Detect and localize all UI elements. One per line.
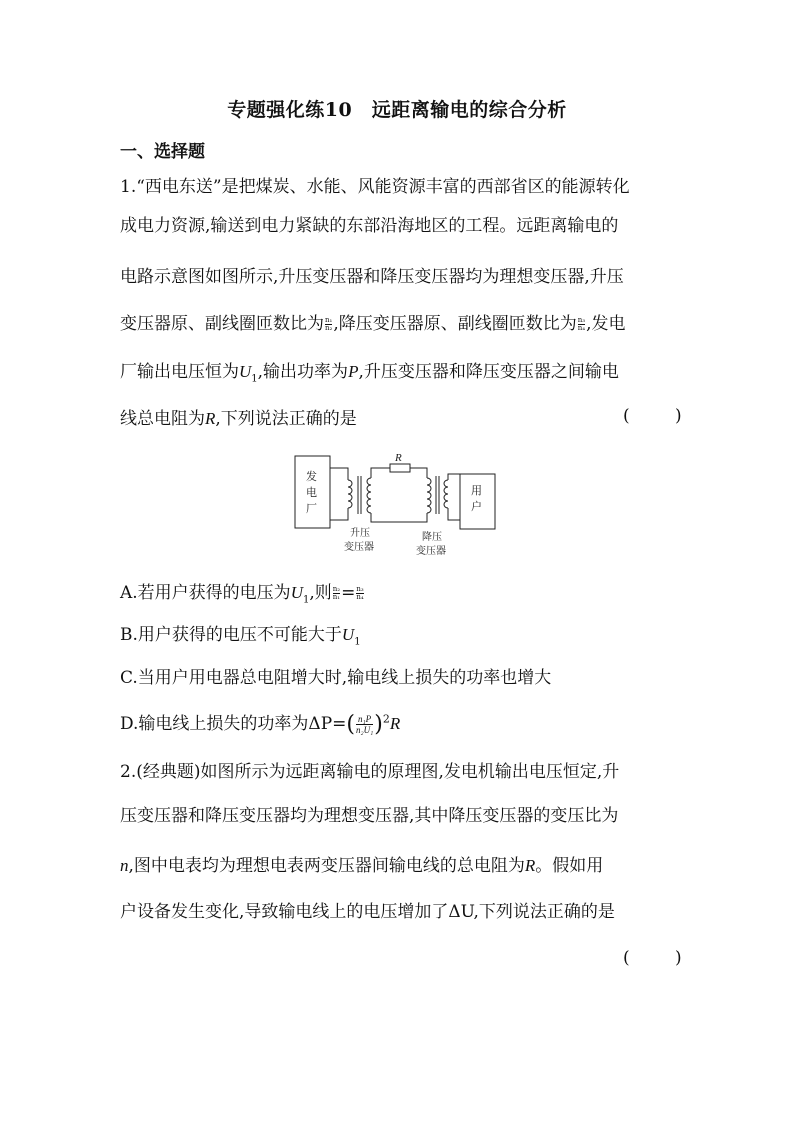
q1-line-3: 电路示意图如图所示,升压变压器和降压变压器均为理想变压器,升压 [120, 267, 624, 287]
section-heading: 一、选择题 [120, 142, 205, 162]
q1-line-5: 厂输出电压恒为$U_1$,输出功率为P,升压变压器和降压变压器之间输电 [120, 362, 619, 385]
ratio-n3-n4: $\frac{\text{n₃}}{\text{n₄}}$ [577, 316, 586, 332]
ratio-n1-n2: $\frac{\text{n₁}}{\text{n₂}}$ [325, 316, 333, 332]
resistor-R [390, 464, 410, 472]
user-label-2: 户 [471, 500, 482, 513]
step-down-label-2: 变压器 [416, 546, 446, 557]
q2-line-4: 户设备发生变化,导致输电线上的电压增加了ΔU,下列说法正确的是 [120, 902, 615, 922]
step-up-label-2: 变压器 [344, 542, 374, 553]
q1-line-1: 1.“西电东送”是把煤炭、水能、风能资源丰富的西部省区的能源转化 [120, 177, 630, 197]
q1-answer-blank: ( ) [623, 406, 702, 426]
plant-label-1: 发 [306, 470, 317, 483]
q2-line-1: 2.(经典题)如图所示为远距离输电的原理图,发电机输出电压恒定,升 [120, 762, 620, 782]
plant-label-2: 电 [306, 486, 317, 499]
option-b[interactable]: B.用户获得的电压不可能大于$U_1$ [120, 625, 361, 648]
user-label-1: 用 [471, 484, 482, 497]
plant-label-3: 厂 [306, 502, 317, 515]
transmission-circuit-diagram [290, 450, 500, 562]
option-c[interactable]: C.当用户用电器总电阻增大时,输电线上损失的功率也增大 [120, 668, 552, 688]
q2-answer-blank: ( ) [623, 948, 702, 968]
step-down-label-1: 降压 [422, 532, 442, 543]
step-down-primary-coil [427, 478, 431, 513]
step-down-secondary-coil [444, 480, 448, 508]
q2-line-2: 压变压器和降压变压器均为理想变压器,其中降压变压器的变压比为 [120, 806, 619, 826]
step-up-secondary-coil [367, 478, 371, 513]
step-up-label-1: 升压 [350, 528, 370, 539]
q1-line-2: 成电力资源,输送到电力紧缺的东部沿海地区的工程。远距离输电的 [120, 216, 619, 236]
q1-line-4: 变压器原、副线圈匝数比为 $\frac{\text{n₁}}{\text{n₂}}$ ,降压变压器原、副线圈匝数比为 $\frac{\text{n₃}}{\text{n₄}}$ ,发电 [120, 314, 626, 334]
resistor-label: R [395, 452, 402, 464]
q1-line-6: 线总电阻为R,下列说法正确的是 [120, 409, 357, 429]
option-d[interactable]: D.输电线上损失的功率为ΔP=( $\frac{\text{n₁P}}{\text{n₂U₁}}$ )$^2$R [120, 712, 401, 737]
option-a[interactable]: A.若用户获得的电压为$U_1$,则 $\frac{\text{n₂}}{\text{n₁}}$ = $\frac{\text{n₃}}{\text{n₄}}$ [120, 583, 364, 606]
step-up-primary-coil [348, 480, 352, 508]
q2-line-3: n,图中电表均为理想电表两变压器间输电线的总电阻为R。假如用 [120, 856, 604, 876]
page-title: 专题强化练10 远距离输电的综合分析 [227, 99, 567, 121]
